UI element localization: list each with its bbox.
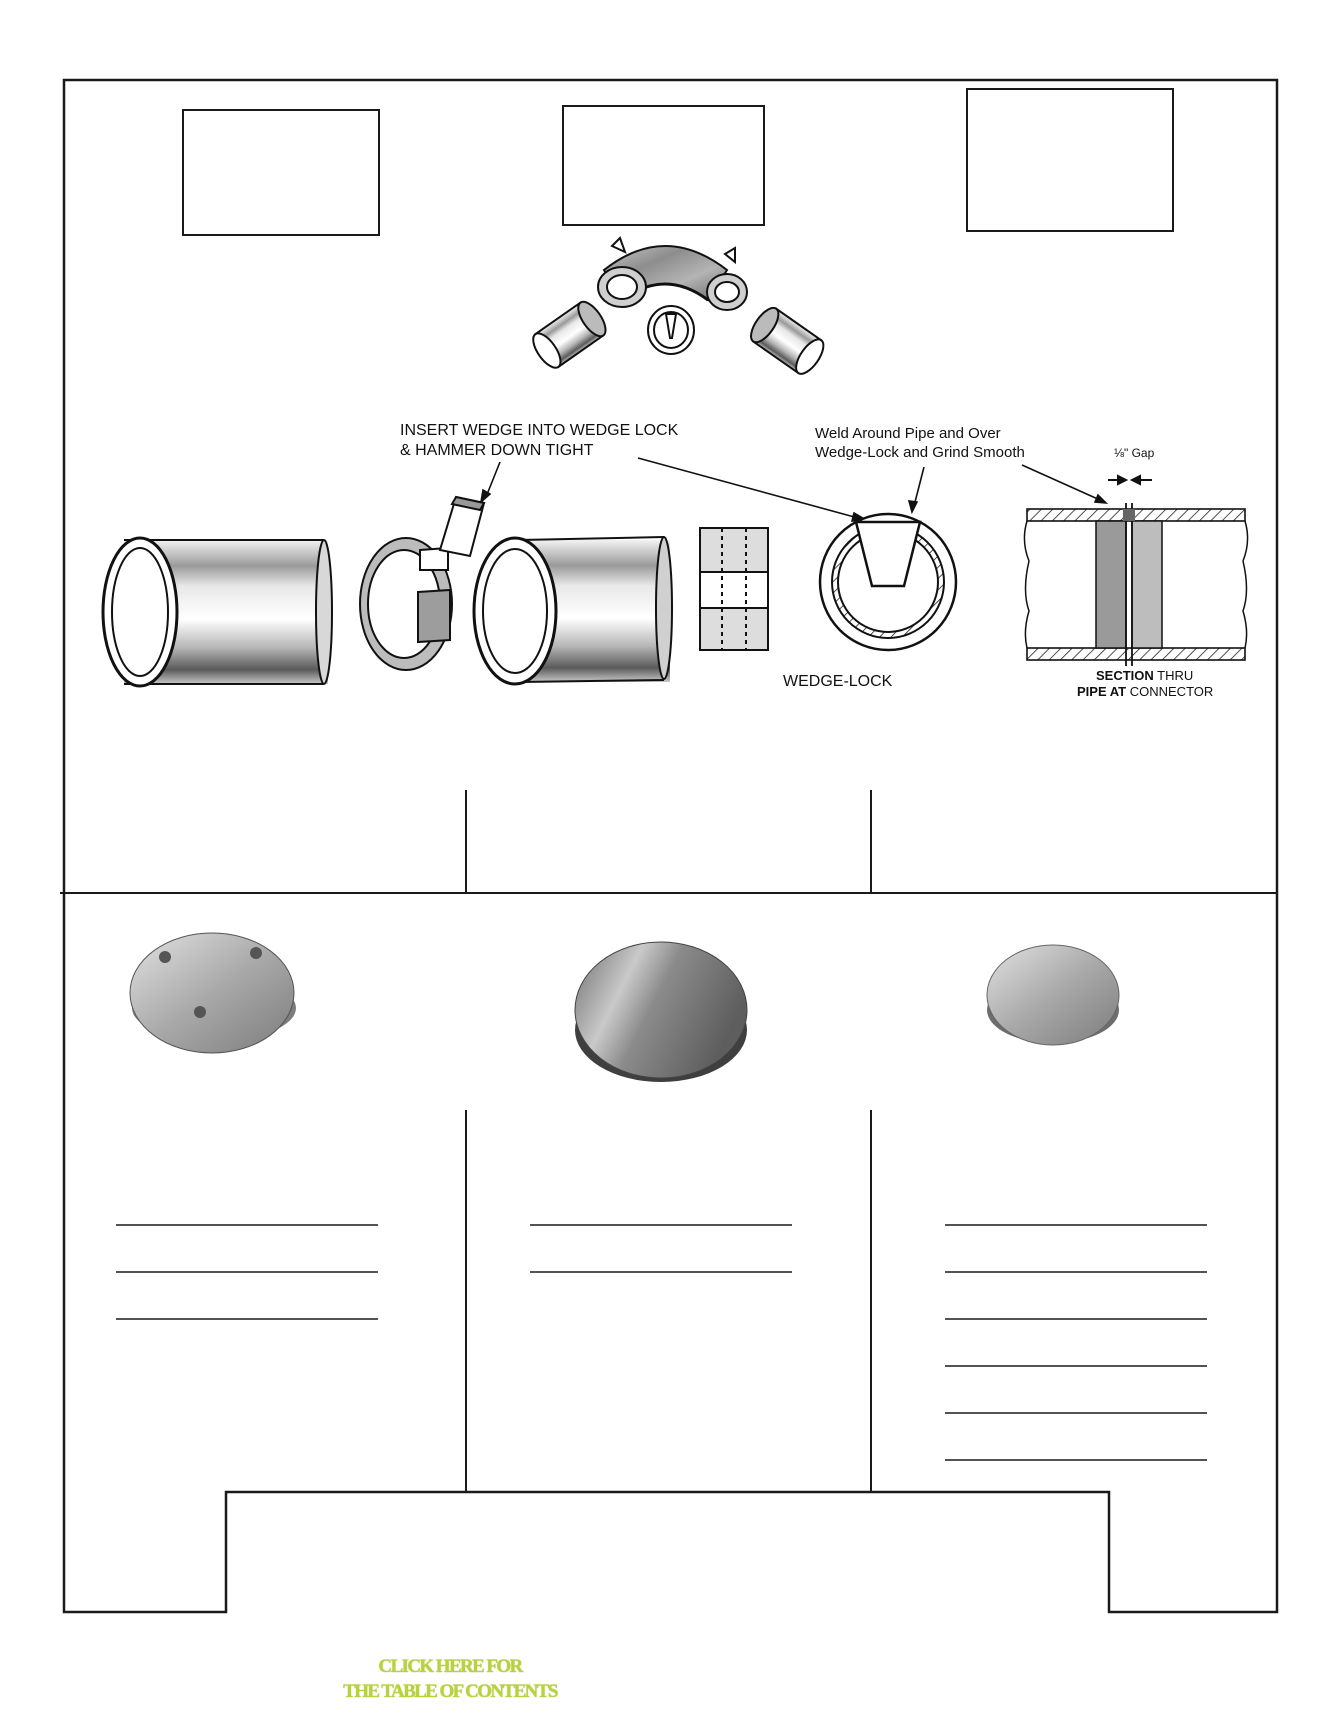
- insert-wedge-callout-line1: INSERT WEDGE INTO WEDGE LOCK: [400, 422, 679, 439]
- large-end-cap-image: [575, 942, 747, 1082]
- blank-lines-column-3: [945, 1225, 1207, 1460]
- toc-link-line2[interactable]: THE TABLE OF CONTENTS: [343, 1681, 557, 1702]
- toc-link-line1[interactable]: CLICK HERE FOR: [378, 1656, 522, 1677]
- blank-lines-column-1: [116, 1225, 378, 1319]
- section-caption-line1: [1096, 668, 1193, 683]
- small-end-cap-image: [987, 945, 1119, 1045]
- weld-callout-line2: Wedge-Lock and Grind Smooth: [815, 444, 1025, 461]
- wedge-lock-label: WEDGE-LOCK: [783, 673, 893, 690]
- column-dividers: [60, 790, 1277, 1492]
- weld-callout-line1: Weld Around Pipe and Over: [815, 425, 1001, 442]
- section-caption-line2: [1077, 684, 1213, 699]
- flange-plate-image: [130, 933, 296, 1053]
- blank-lines-column-2: [530, 1225, 792, 1272]
- title-box-left: [183, 110, 379, 235]
- gap-dimension-label: ⅛" Gap: [1114, 446, 1155, 460]
- pipe-caption-rest: CONNECTOR: [1126, 684, 1214, 699]
- section-caption-rest: THRU: [1153, 668, 1194, 683]
- pipe-connector-exploded-illustration: [103, 476, 1248, 686]
- pipe-caption-bold: PIPE AT: [1077, 684, 1127, 699]
- section-caption-bold: SECTION: [1096, 668, 1154, 683]
- title-box-center: [563, 106, 764, 225]
- insert-wedge-callout-line2: & HAMMER DOWN TIGHT: [400, 442, 594, 459]
- table-of-contents-link[interactable]: [300, 1654, 600, 1704]
- title-box-right: [967, 89, 1173, 231]
- elbow-assembly-illustration: [528, 238, 829, 378]
- callout-leaders: [481, 458, 1106, 521]
